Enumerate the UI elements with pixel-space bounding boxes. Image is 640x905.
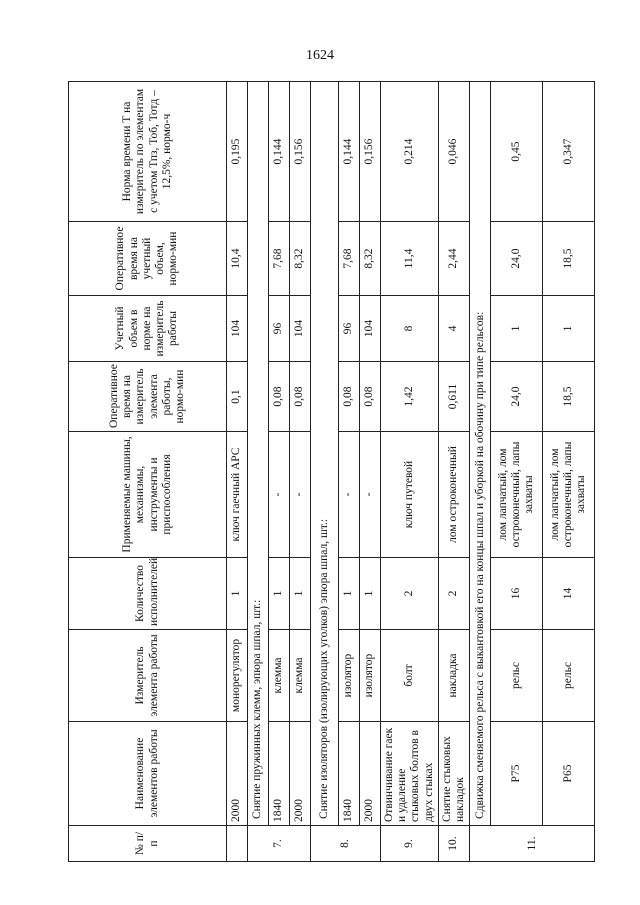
section-title-row: 11. Сдвижка сменяемого рельса с выкантовкой его на концы шпал и уборкой на обочину при типе рельсов: — [470, 82, 491, 862]
col-norm: Норма времени Т на измеритель по элементам с учетом Тпз, Тоб, Тотд – 12,5%, нормо-ч — [69, 82, 227, 222]
col-tools: Применяемые машины, механизмы, инструменты и приспособления — [69, 432, 227, 558]
col-workers: Количество исполнителей — [69, 558, 227, 630]
table-row: 1840 клемма 1 - 0,08 96 7,68 0,144 — [269, 82, 290, 862]
col-op-time: Оперативное время на измеритель элемента работы, нормо-мин — [69, 362, 227, 432]
col-op-time-volume: Оперативное время на учетный объем, нормо-мин — [69, 222, 227, 296]
table-row: 2000 монорегулятор 1 ключ гаечный АРС 0,1 104 10,4 0,195 — [227, 82, 248, 862]
col-meter: Измеритель элемента работы — [69, 630, 227, 722]
table-row: Р65 рельс 14 лом лапчатый, лом остроконечный, лапы захваты 18,5 1 18,5 0,347 — [543, 82, 595, 862]
col-no: № п/п — [69, 826, 227, 862]
section-title-row: 8. Снятие изоляторов (изолирующих уголков) эпюра шпал, шт.: — [311, 82, 339, 862]
page-number: 1624 — [306, 48, 334, 63]
norms-table-rotated — [68, 82, 588, 862]
table-row: Р75 рельс 16 лом лапчатый, лом остроконечный, лапы захваты 24,0 1 24,0 0,45 — [491, 82, 543, 862]
header-row — [69, 82, 227, 862]
table-row: 1840 изолятор 1 - 0,08 96 7,68 0,144 — [339, 82, 360, 862]
col-volume: Учетный объем в норме на измеритель работы — [69, 296, 227, 362]
col-name: Наименование элементов работы — [69, 722, 227, 826]
norms-table — [68, 81, 595, 862]
table-row: 10. Снятие стыковых накладок накладка 2 лом остроконечный 0,611 4 2,44 0,046 — [438, 82, 469, 862]
table-row: 9. Отвинчивание гаек и удаление стыковых болтов в двух стыках болт 2 ключ путевой 1,42 8 11,4 0,214 — [381, 82, 439, 862]
table-row: 2000 клемма 1 - 0,08 104 8,32 0,156 — [290, 82, 311, 862]
table-row: 2000 изолятор 1 - 0,08 104 8,32 0,156 — [360, 82, 381, 862]
section-title-row: 7. Снятие пружинных клемм, эпюра шпал, шт.: — [248, 82, 269, 862]
